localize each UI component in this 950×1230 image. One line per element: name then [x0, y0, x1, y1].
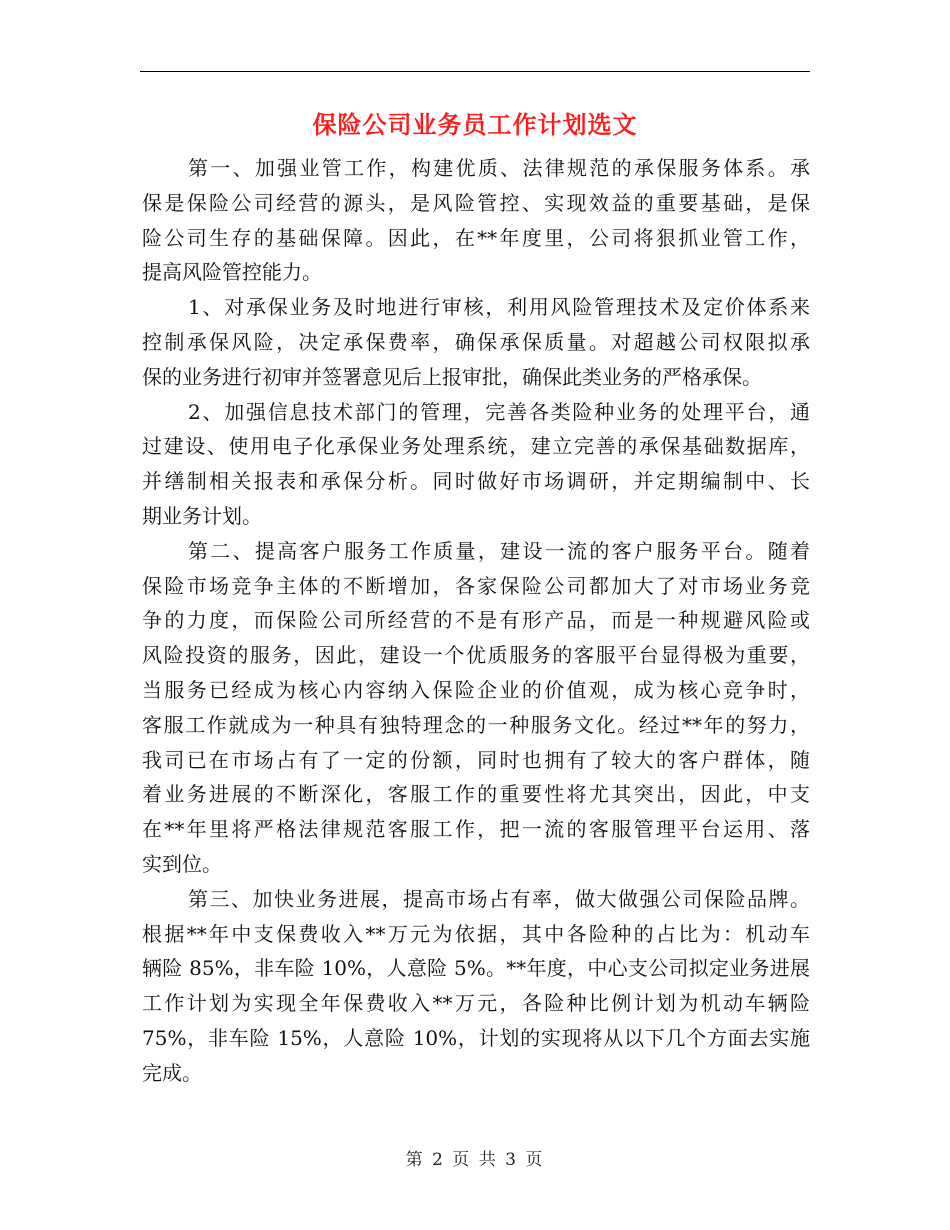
paragraph-line: 2、加强信息技术部门的管理，完善各类险种业务的处理平台，通 [188, 399, 810, 424]
paragraph-4 [142, 534, 810, 882]
paragraph-line: 根据**年中支保费收入**万元为依据，其中各险种的占比为：机动车 [142, 921, 810, 946]
document-body [142, 151, 810, 1091]
document-title: 保险公司业务员工作计划选文 [312, 111, 638, 139]
paragraph-line: 控制承保风险，决定承保费率，确保承保质量。对超越公司权限拟承 [142, 329, 810, 354]
paragraph-line: 过建设、使用电子化承保业务处理系统，建立完善的承保基础数据库， [142, 434, 810, 459]
paragraph-line: 保险市场竞争主体的不断增加，各家保险公司都加大了对市场业务竞 [142, 573, 810, 598]
paragraph-line: 保是保险公司经营的源头，是风险管控、实现效益的重要基础，是保 [142, 190, 810, 215]
paragraph-line: 期业务计划。 [142, 503, 262, 528]
paragraph-line: 实到位。 [142, 851, 222, 876]
paragraph-line: 着业务进展的不断深化，客服工作的重要性将尤其突出，因此，中支 [142, 782, 810, 807]
header-rule [140, 71, 810, 72]
paragraph-line: 险公司生存的基础保障。因此，在**年度里，公司将狠抓业管工作， [142, 225, 810, 250]
paragraph-line: 保的业务进行初审并签署意见后上报审批，确保此类业务的严格承保。 [142, 364, 762, 389]
paragraph-line: 当服务已经成为核心内容纳入保险企业的价值观，成为核心竞争时， [142, 677, 810, 702]
paragraph-line: 第二、提高客户服务工作质量，建设一流的客户服务平台。随着 [188, 538, 810, 563]
paragraph-line: 第一、加强业管工作，构建优质、法律规范的承保服务体系。承 [188, 156, 810, 180]
page-number: 第 2 页 共 3 页 [405, 1150, 545, 1170]
paragraph-3 [142, 395, 810, 534]
paragraph-2 [142, 290, 810, 394]
paragraph-line: 1、对承保业务及时地进行审核，利用风险管理技术及定价体系来 [188, 295, 810, 320]
paragraph-line: 客服工作就成为一种具有独特理念的一种服务文化。经过**年的努力， [142, 712, 810, 737]
paragraph-line: 75%，非车险 15%，人意险 10%，计划的实现将从以下几个方面去实施 [142, 1025, 810, 1050]
paragraph-line: 辆险 85%，非车险 10%，人意险 5%。**年度，中心支公司拟定业务进展 [142, 956, 810, 981]
paragraph-line: 第三、加快业务进展，提高市场占有率，做大做强公司保险品牌。 [188, 886, 810, 911]
paragraph-1 [142, 151, 810, 290]
paragraph-line: 并缮制相关报表和承保分析。同时做好市场调研，并定期编制中、长 [142, 469, 810, 494]
paragraph-line: 风险投资的服务，因此，建设一个优质服务的客服平台显得极为重要， [142, 643, 810, 668]
paragraph-line: 争的力度，而保险公司所经营的不是有形产品，而是一种规避风险或 [142, 608, 810, 633]
paragraph-line: 在**年里将严格法律规范客服工作，把一流的客服管理平台运用、落 [142, 817, 810, 842]
paragraph-5 [142, 882, 810, 1091]
paragraph-line: 提高风险管控能力。 [142, 260, 322, 285]
paragraph-line: 工作计划为实现全年保费收入**万元，各险种比例计划为机动车辆险 [142, 991, 810, 1016]
paragraph-line: 完成。 [142, 1060, 202, 1085]
paragraph-line: 我司已在市场占有了一定的份额，同时也拥有了较大的客户群体，随 [142, 747, 810, 772]
